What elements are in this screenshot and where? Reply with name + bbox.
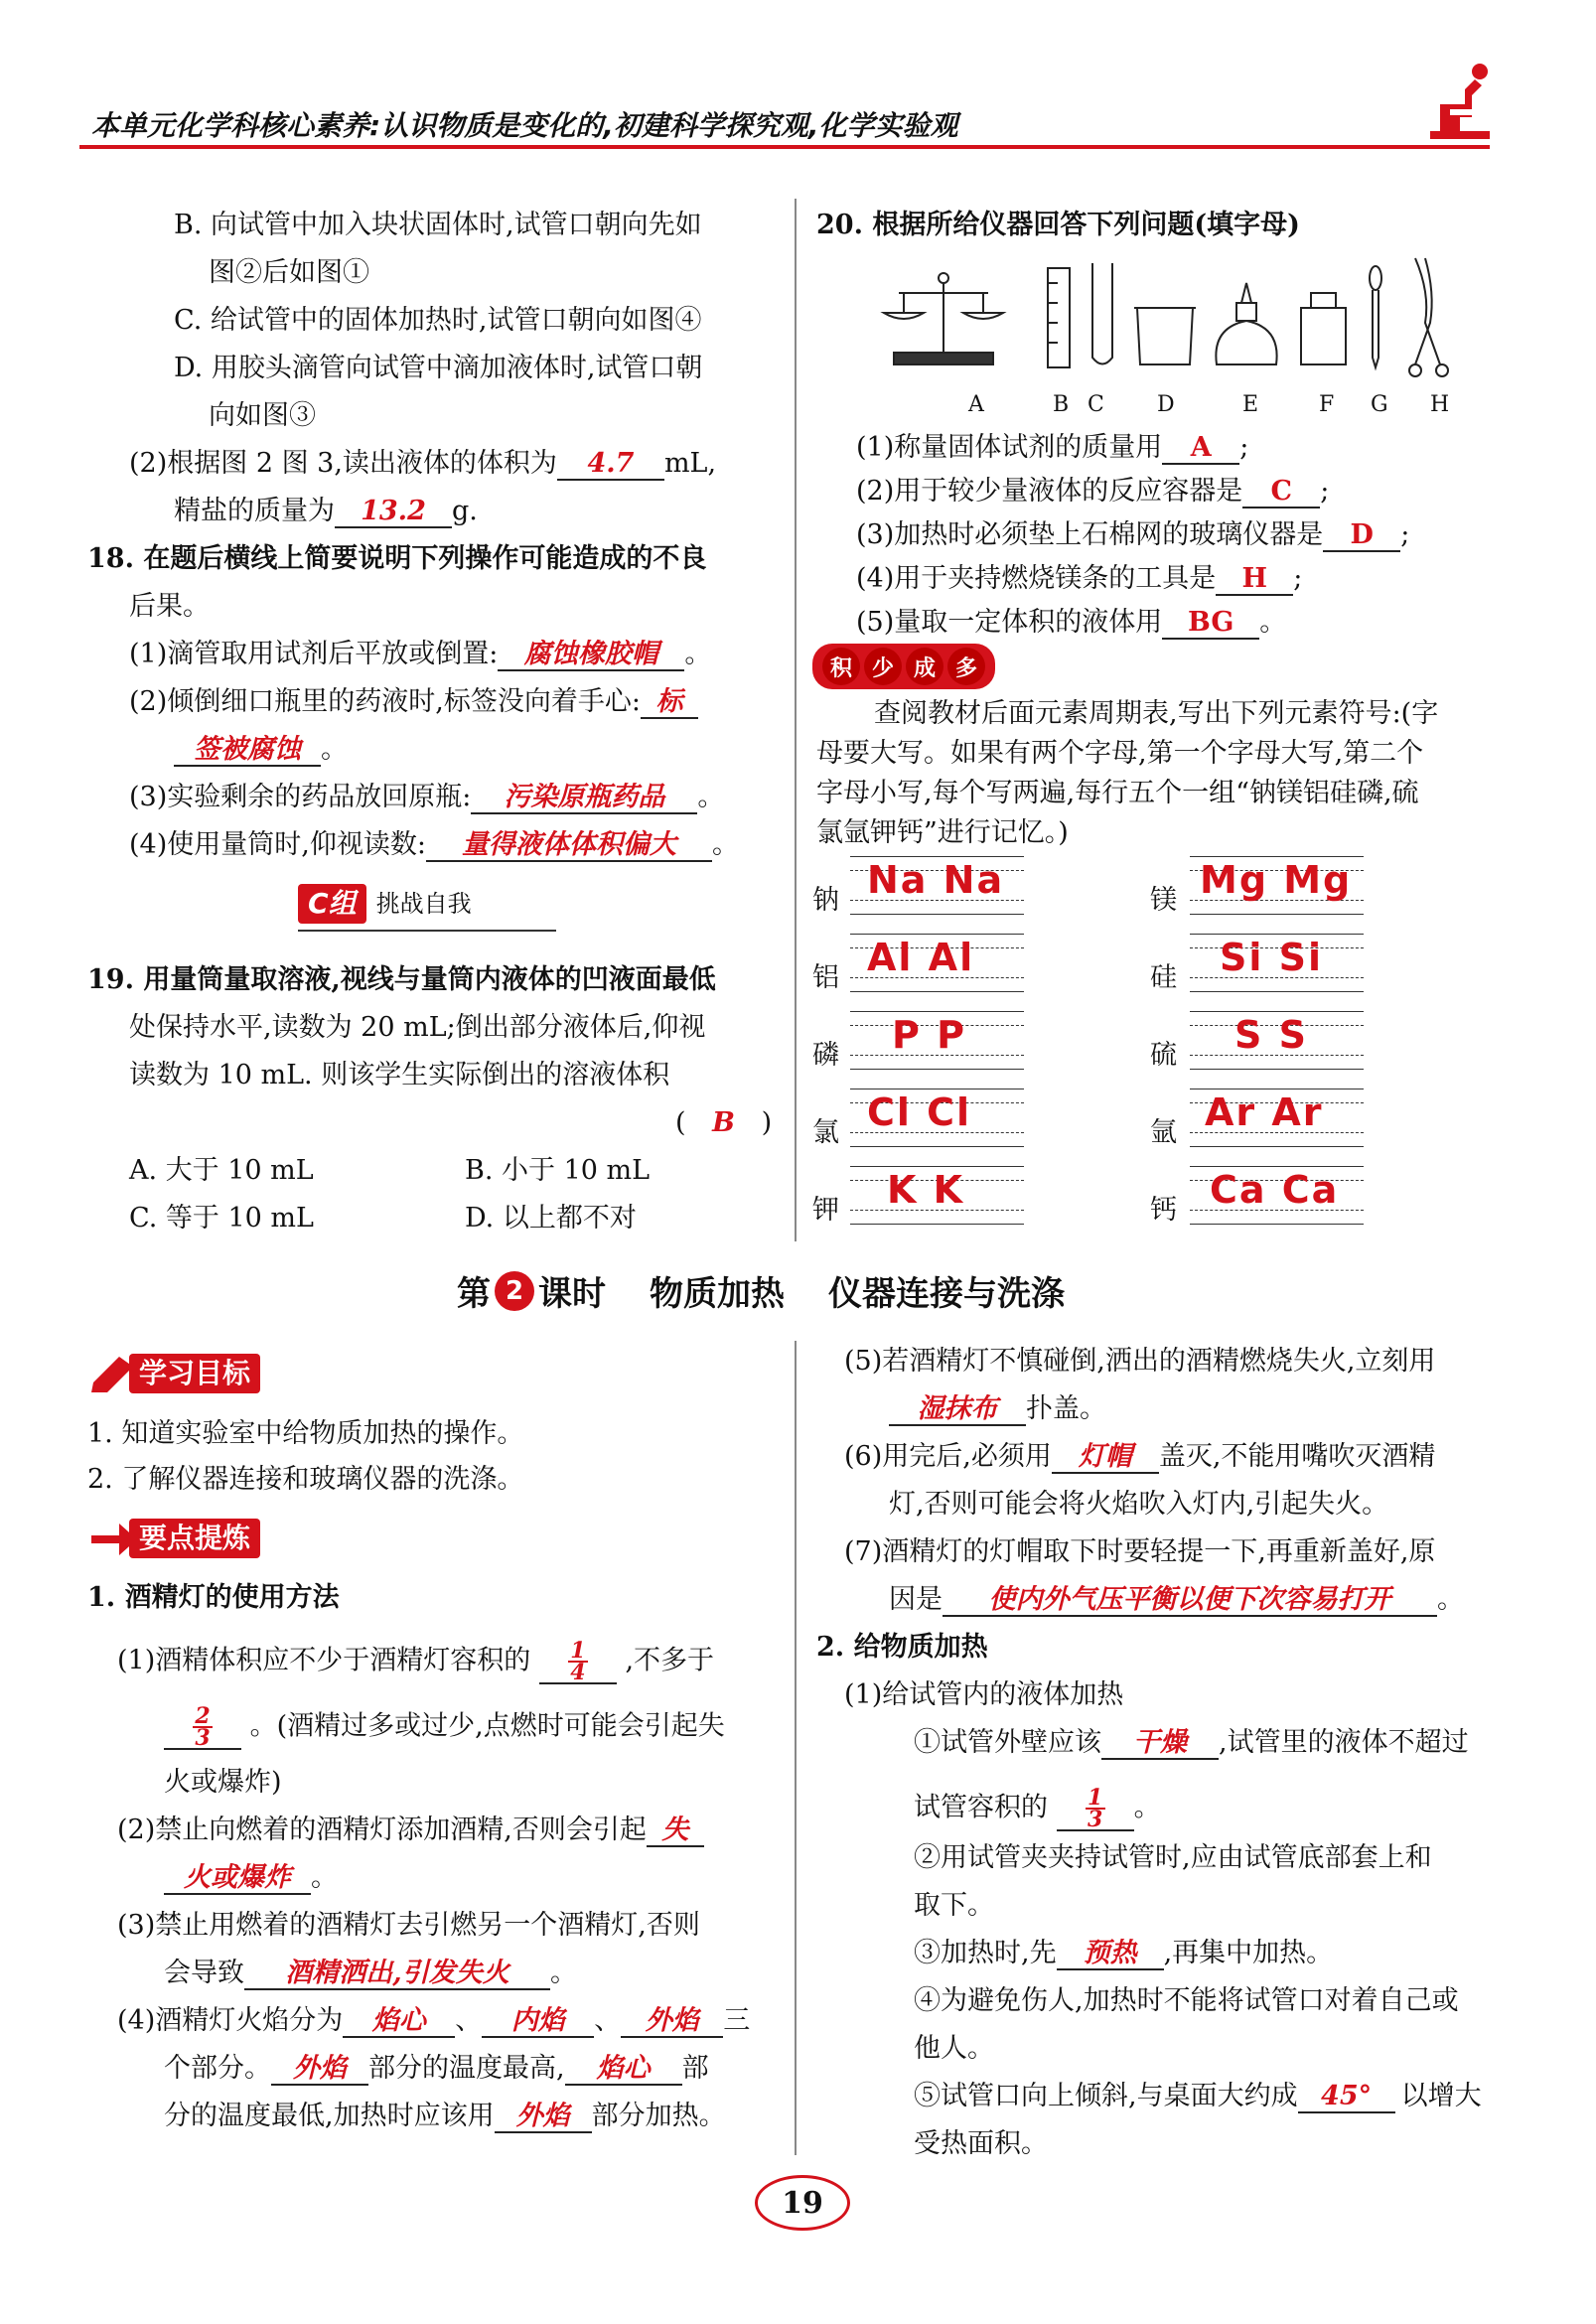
- q17-option-d-line1: D. 用胶头滴管向试管中滴加液体时,试管口朝: [174, 353, 703, 383]
- q19-stem-line3: 读数为 10 mL. 则该学生实际倒出的溶液体积: [129, 1060, 670, 1090]
- q20-stem: 20. 根据所给仪器回答下列问题(填字母): [816, 210, 1300, 240]
- element-symbol: Ca Ca: [1210, 1168, 1340, 1212]
- element-symbol: Al Al: [867, 936, 975, 979]
- heat-rule-3: ③加热时,先 预热 ,再集中加热。: [914, 1938, 1334, 1968]
- instrument-letter-row: [968, 392, 1465, 422]
- q17-option-d-line2: 向如图③: [209, 400, 316, 431]
- q19-option-c: C. 等于 10 mL: [129, 1203, 314, 1234]
- element-symbol: Ar Ar: [1205, 1090, 1324, 1134]
- reagent-bottle-icon: [1301, 293, 1346, 364]
- lamp-rule-7-line2: 因是 使内外气压平衡以便下次容易打开 。: [889, 1584, 1464, 1615]
- dropper-icon: [1370, 266, 1381, 367]
- q17-part2-line2: 精盐的质量为 13.2 g.: [174, 496, 478, 526]
- element-symbol: K K: [887, 1168, 965, 1212]
- jsc-char-2: 少: [864, 648, 902, 685]
- answer-lamp-7: 使内外气压平衡以便下次容易打开: [943, 1585, 1437, 1617]
- answer-volume: 4.7: [557, 449, 664, 481]
- flame-part-3: 外焰: [621, 2006, 723, 2038]
- lamp-rule-5-line2: 湿抹布 扑盖。: [889, 1390, 1106, 1428]
- goal-1: 1. 知道实验室中给物质加热的操作。: [87, 1418, 524, 1449]
- q18-item3: (3)实验剩余的药品放回原瓶: 污染原瓶药品 。: [129, 782, 725, 812]
- header-title: 本单元化学科核心素养:认识物质是变化的,初建科学探究观,化学实验观: [91, 109, 958, 142]
- element-name: 氯: [812, 1117, 839, 1148]
- column-divider-top: [795, 199, 797, 1241]
- element-name: 硫: [1150, 1040, 1177, 1071]
- element-name: 钙: [1150, 1195, 1177, 1226]
- answer-heat-5: 45°: [1298, 2082, 1395, 2113]
- alcohol-lamp-icon: [1216, 283, 1276, 364]
- heat-rule-5-line1: ⑤试管口向上倾斜,与桌面大约成 45° 以增大: [914, 2081, 1482, 2111]
- q19-option-a: A. 大于 10 mL: [129, 1155, 314, 1186]
- lamp-rule-5-line1: (5)若酒精灯不慎碰倒,洒出的酒精燃烧失火,立刻用: [844, 1346, 1436, 1377]
- microscope-icon: [1410, 60, 1500, 149]
- q17-part2-line1: (2)根据图 2 图 3,读出液体的体积为 4.7 mL,: [129, 448, 717, 479]
- heat-rule-4-line2: 他人。: [914, 2033, 994, 2064]
- instrument-letter-a: A: [968, 392, 984, 417]
- answer-salt-mass: 13.2: [335, 497, 452, 528]
- q19-option-d: D. 以上都不对: [465, 1203, 637, 1234]
- q19-stem-line1: 19. 用量筒量取溶液,视线与量筒内液体的凹液面最低: [87, 964, 716, 995]
- heat-rule-1-line2: 试管容积的 $\frac{1}{3}$ 。: [914, 1785, 1161, 1832]
- q18-item4: (4)使用量筒时,仰视读数: 量得液体体积偏大 。: [129, 829, 739, 860]
- test-tube-icon: [1092, 263, 1112, 364]
- answer-18-4: 量得液体体积偏大: [426, 830, 712, 862]
- answer-18-1: 腐蚀橡胶帽: [498, 640, 684, 671]
- graduated-cylinder-icon: [1048, 268, 1070, 367]
- q19-answer: B: [712, 1107, 735, 1138]
- jsc-char-3: 成: [906, 648, 943, 685]
- lamp-rule-1-line1: (1)酒精体积应不少于酒精灯容积的 $\frac{1}{4}$ ,不多于: [117, 1638, 715, 1685]
- lamp-rule-7-line1: (7)酒精灯的灯帽取下时要轻提一下,再重新盖好,原: [844, 1536, 1436, 1567]
- element-grid: [812, 856, 1369, 1243]
- element-symbol: Na Na: [867, 858, 1005, 902]
- answer-20-1: A: [1162, 433, 1239, 465]
- answer-lamp-2b: 火或爆炸: [164, 1863, 311, 1895]
- lamp-rule-3-line1: (3)禁止用燃着的酒精灯去引燃另一个酒精灯,否则: [117, 1910, 700, 1941]
- heat-rule-5-line2: 受热面积。: [914, 2128, 1048, 2159]
- q20-item5: (5)量取一定体积的液体用 BG 。: [856, 607, 1287, 638]
- answer-18-3: 污染原瓶药品: [471, 783, 697, 814]
- fraction-answer-1: $\frac{1}{4}$: [539, 1641, 617, 1684]
- lamp-rule-4-line1: (4)酒精灯火焰分为 焰心 、 内焰 、 外焰 三: [117, 2005, 751, 2036]
- element-name: 磷: [812, 1040, 839, 1071]
- jsc-char-4: 多: [947, 648, 985, 685]
- jsc-para-2: 母要大写。如果有两个字母,第一个字母大写,第二个: [816, 738, 1424, 769]
- instrument-letter-c: C: [1088, 392, 1104, 417]
- answer-20-3: D: [1323, 520, 1400, 552]
- flame-part-1: 焰心: [343, 2006, 455, 2038]
- lamp-rule-1-line2: $\frac{2}{3}$ 。(酒精过多或过少,点燃时可能会引起失: [164, 1706, 725, 1750]
- element-name: 铝: [812, 962, 839, 993]
- heat-rule-2-line2: 取下。: [914, 1890, 994, 1921]
- element-name: 硅: [1150, 962, 1177, 993]
- instrument-letter-b: B: [1053, 392, 1070, 417]
- lamp-rule-6-line2: 灯,否则可能会将火焰吹入灯内,引起失火。: [889, 1489, 1389, 1520]
- q18-item1: (1)滴管取用试剂后平放或倒置: 腐蚀橡胶帽 。: [129, 639, 712, 669]
- q17-option-c: C. 给试管中的固体加热时,试管口朝向如图④: [174, 305, 702, 336]
- lamp-rule-1-line3: 火或爆炸): [164, 1767, 282, 1798]
- goal-2: 2. 了解仪器连接和玻璃仪器的洗涤。: [87, 1464, 524, 1495]
- element-name: 镁: [1150, 885, 1177, 916]
- element-symbol: S S: [1234, 1013, 1308, 1057]
- q18-item2: (2)倾倒细口瓶里的药液时,标签没向着手心: 标: [129, 683, 698, 721]
- answer-18-2b: 签被腐蚀: [174, 735, 321, 767]
- element-symbol: Mg Mg: [1200, 858, 1353, 902]
- header-rule: [79, 145, 1490, 149]
- element-symbol: Si Si: [1220, 936, 1324, 979]
- q20-item2: (2)用于较少量液体的反应容器是 C ;: [856, 476, 1330, 507]
- goals-heading: 学习目标: [89, 1353, 260, 1394]
- answer-lamp-3: 酒精洒出,引发失火: [244, 1959, 550, 1990]
- heating-sub-1: (1)给试管内的液体加热: [844, 1679, 1124, 1710]
- element-name: 氩: [1150, 1117, 1177, 1148]
- group-c-subtitle: 挑战自我: [375, 890, 472, 918]
- q20-item1: (1)称量固体试剂的质量用 A ;: [856, 432, 1249, 463]
- lesson-number-badge: 2: [495, 1271, 534, 1311]
- group-c-badge: C组: [298, 884, 366, 924]
- instrument-letter-g: G: [1371, 392, 1388, 417]
- fraction-answer-2: $\frac{2}{3}$: [164, 1706, 241, 1750]
- instrument-letter-e: E: [1242, 392, 1259, 417]
- section-1-title: 1. 酒精灯的使用方法: [87, 1582, 340, 1613]
- q20-item4: (4)用于夹持燃烧镁条的工具是 H ;: [856, 563, 1303, 594]
- instrument-letter-d: D: [1157, 392, 1175, 417]
- answer-lamp-2a: 失: [647, 1816, 704, 1847]
- flame-coolest: 焰心: [565, 2054, 682, 2086]
- jsc-banner: [812, 644, 995, 689]
- q19-option-b: B. 小于 10 mL: [465, 1155, 651, 1186]
- lamp-rule-2-line1: (2)禁止向燃着的酒精灯添加酒精,否则会引起 失: [117, 1812, 704, 1849]
- answer-20-5: BG: [1162, 608, 1259, 640]
- jsc-char-1: 积: [822, 648, 860, 685]
- section-2-title: 2. 给物质加热: [816, 1632, 988, 1663]
- lamp-rule-6-line1: (6)用完后,必须用 灯帽 盖灭,不能用嘴吹灭酒精: [844, 1441, 1436, 1472]
- q18-stem-line1: 18. 在题后横线上简要说明下列操作可能造成的不良: [87, 543, 707, 574]
- q20-item3: (3)加热时必须垫上石棉网的玻璃仪器是 D ;: [856, 519, 1410, 550]
- lesson-title: 第 2 课时 物质加热 仪器连接与洗涤: [457, 1266, 1065, 1315]
- jsc-para-3: 字母小写,每个写两遍,每行五个一组“钠镁铝硅磷,硫: [816, 778, 1419, 808]
- answer-20-2: C: [1242, 477, 1320, 508]
- beaker-icon: [1134, 308, 1196, 364]
- q19-answer-paren: ( B ): [675, 1107, 773, 1138]
- heat-rule-4-line1: ④为避免伤人,加热时不能将试管口对着自己或: [914, 1985, 1459, 2016]
- lamp-rule-4-line3: 分的温度最低,加热时应该用 外焰 部分加热。: [164, 2101, 726, 2131]
- group-c-underline: [298, 930, 556, 932]
- group-c-banner: [298, 884, 472, 924]
- lamp-rule-2-line2: 火或爆炸 。: [164, 1859, 338, 1897]
- flame-heating: 外焰: [495, 2102, 592, 2133]
- q17-option-b-line1: B. 向试管中加入块状固体时,试管口朝向先如: [174, 210, 702, 240]
- flame-hottest: 外焰: [271, 2054, 368, 2086]
- page-number: 19: [755, 2175, 850, 2231]
- fraction-answer-3: $\frac{1}{3}$: [1057, 1788, 1134, 1831]
- element-name: 钠: [812, 885, 839, 916]
- flame-part-2: 内焰: [482, 2006, 594, 2038]
- lamp-rule-4-line2: 个部分。 外焰 部分的温度最高, 焰心 部: [164, 2053, 709, 2084]
- q17-option-b-line2: 图②后如图①: [209, 257, 369, 288]
- answer-18-2a: 标: [641, 687, 698, 719]
- answer-lamp-6: 灯帽: [1052, 1442, 1159, 1474]
- element-symbol: P P: [892, 1013, 966, 1057]
- answer-heat-3: 预热: [1057, 1939, 1164, 1970]
- instrument-letter-h: H: [1430, 392, 1450, 417]
- answer-lamp-5: 湿抹布: [889, 1394, 1026, 1426]
- q19-stem-line2: 处保持水平,读数为 20 mL;倒出部分液体后,仰视: [129, 1012, 706, 1043]
- points-heading: 要点提炼: [89, 1518, 260, 1559]
- jsc-para-4: 氯氩钾钙”进行记忆。): [816, 817, 1069, 848]
- lamp-rule-3-line2: 会导致 酒精洒出,引发失火 。: [164, 1958, 577, 1988]
- q18-item2-cont: 签被腐蚀 。: [174, 731, 348, 769]
- answer-heat-1: 干燥: [1101, 1728, 1219, 1760]
- instruments-figure: [874, 253, 1470, 382]
- q18-stem-line2: 后果。: [129, 591, 210, 622]
- instrument-letter-f: F: [1319, 392, 1335, 417]
- column-divider-bottom: [795, 1341, 797, 2155]
- heat-rule-1-line1: ①试管外壁应该 干燥 ,试管里的液体不超过: [914, 1727, 1469, 1758]
- crucible-tongs-icon: [1409, 258, 1448, 376]
- element-symbol: Cl Cl: [867, 1090, 972, 1134]
- element-name: 钾: [812, 1195, 839, 1226]
- balance-icon: [884, 273, 1003, 364]
- heat-rule-2-line1: ②用试管夹夹持试管时,应由试管底部套上和: [914, 1842, 1432, 1873]
- answer-20-4: H: [1216, 564, 1293, 596]
- jsc-para-1: 查阅教材后面元素周期表,写出下列元素符号:(字: [874, 698, 1439, 729]
